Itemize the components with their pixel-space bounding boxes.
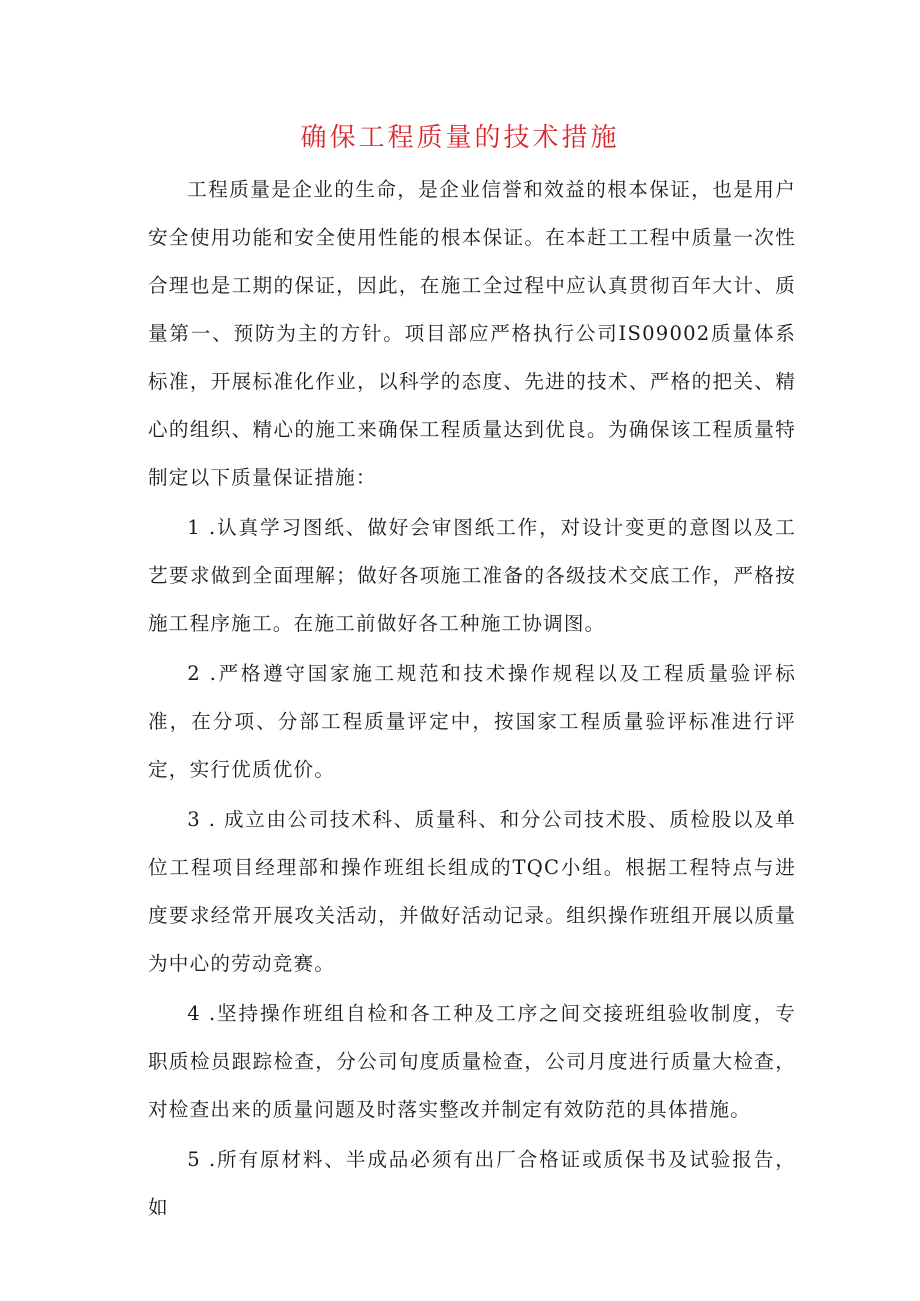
- paragraph-item-5: 5 .所有原材料、半成品必须有出厂合格证或质保书及试验报告，如: [148, 1148, 796, 1219]
- paragraph-item-4: 4 .坚持操作班组自检和各工种及工序之间交接班组验收制度，专职质检员跟踪检查，分公司旬度质量检查，公司月度进行质量大检查，对检查出来的质量问题及时落实整改并制定有效防范的具体措施。: [148, 1002, 796, 1121]
- paragraph-intro: 工程质量是企业的生命，是企业信誉和效益的根本保证，也是用户安全使用功能和安全使用性能的根本保证。在本赶工工程中质量一次性合理也是工期的保证，因此，在施工全过程中应认真贯彻百年大计、质量第一、预防为主的方针。项目部应严格执行公司IS09002质量体系标准，开展标准化作业，以科学的态度、先进的技术、严格的把关、精心的组织、精心的施工来确保工程质量达到优良。为确保该工程质量特制定以下质量保证措施：: [148, 178, 796, 489]
- document-body: [148, 166, 796, 1232]
- paragraph-item-3: 3 . 成立由公司技术科、质量科、和分公司技术股、质检股以及单位工程项目经理部和操作班组长组成的TQC小组。根据工程特点与进度要求经常开展攻关活动，并做好活动记录。组织操作班组开展以质量为中心的劳动竞赛。: [148, 808, 796, 975]
- document-title: 确保工程质量的技术措施: [300, 123, 620, 153]
- paragraph-item-2: 2 .严格遵守国家施工规范和技术操作规程以及工程质量验评标准，在分项、分部工程质量评定中，按国家工程质量验评标准进行评定，实行优质优价。: [148, 662, 796, 781]
- paragraph-item-1: 1 .认真学习图纸、做好会审图纸工作，对设计变更的意图以及工艺要求做到全面理解；做好各项施工准备的各级技术交底工作，严格按施工程序施工。在施工前做好各工种施工协调图。: [148, 516, 796, 635]
